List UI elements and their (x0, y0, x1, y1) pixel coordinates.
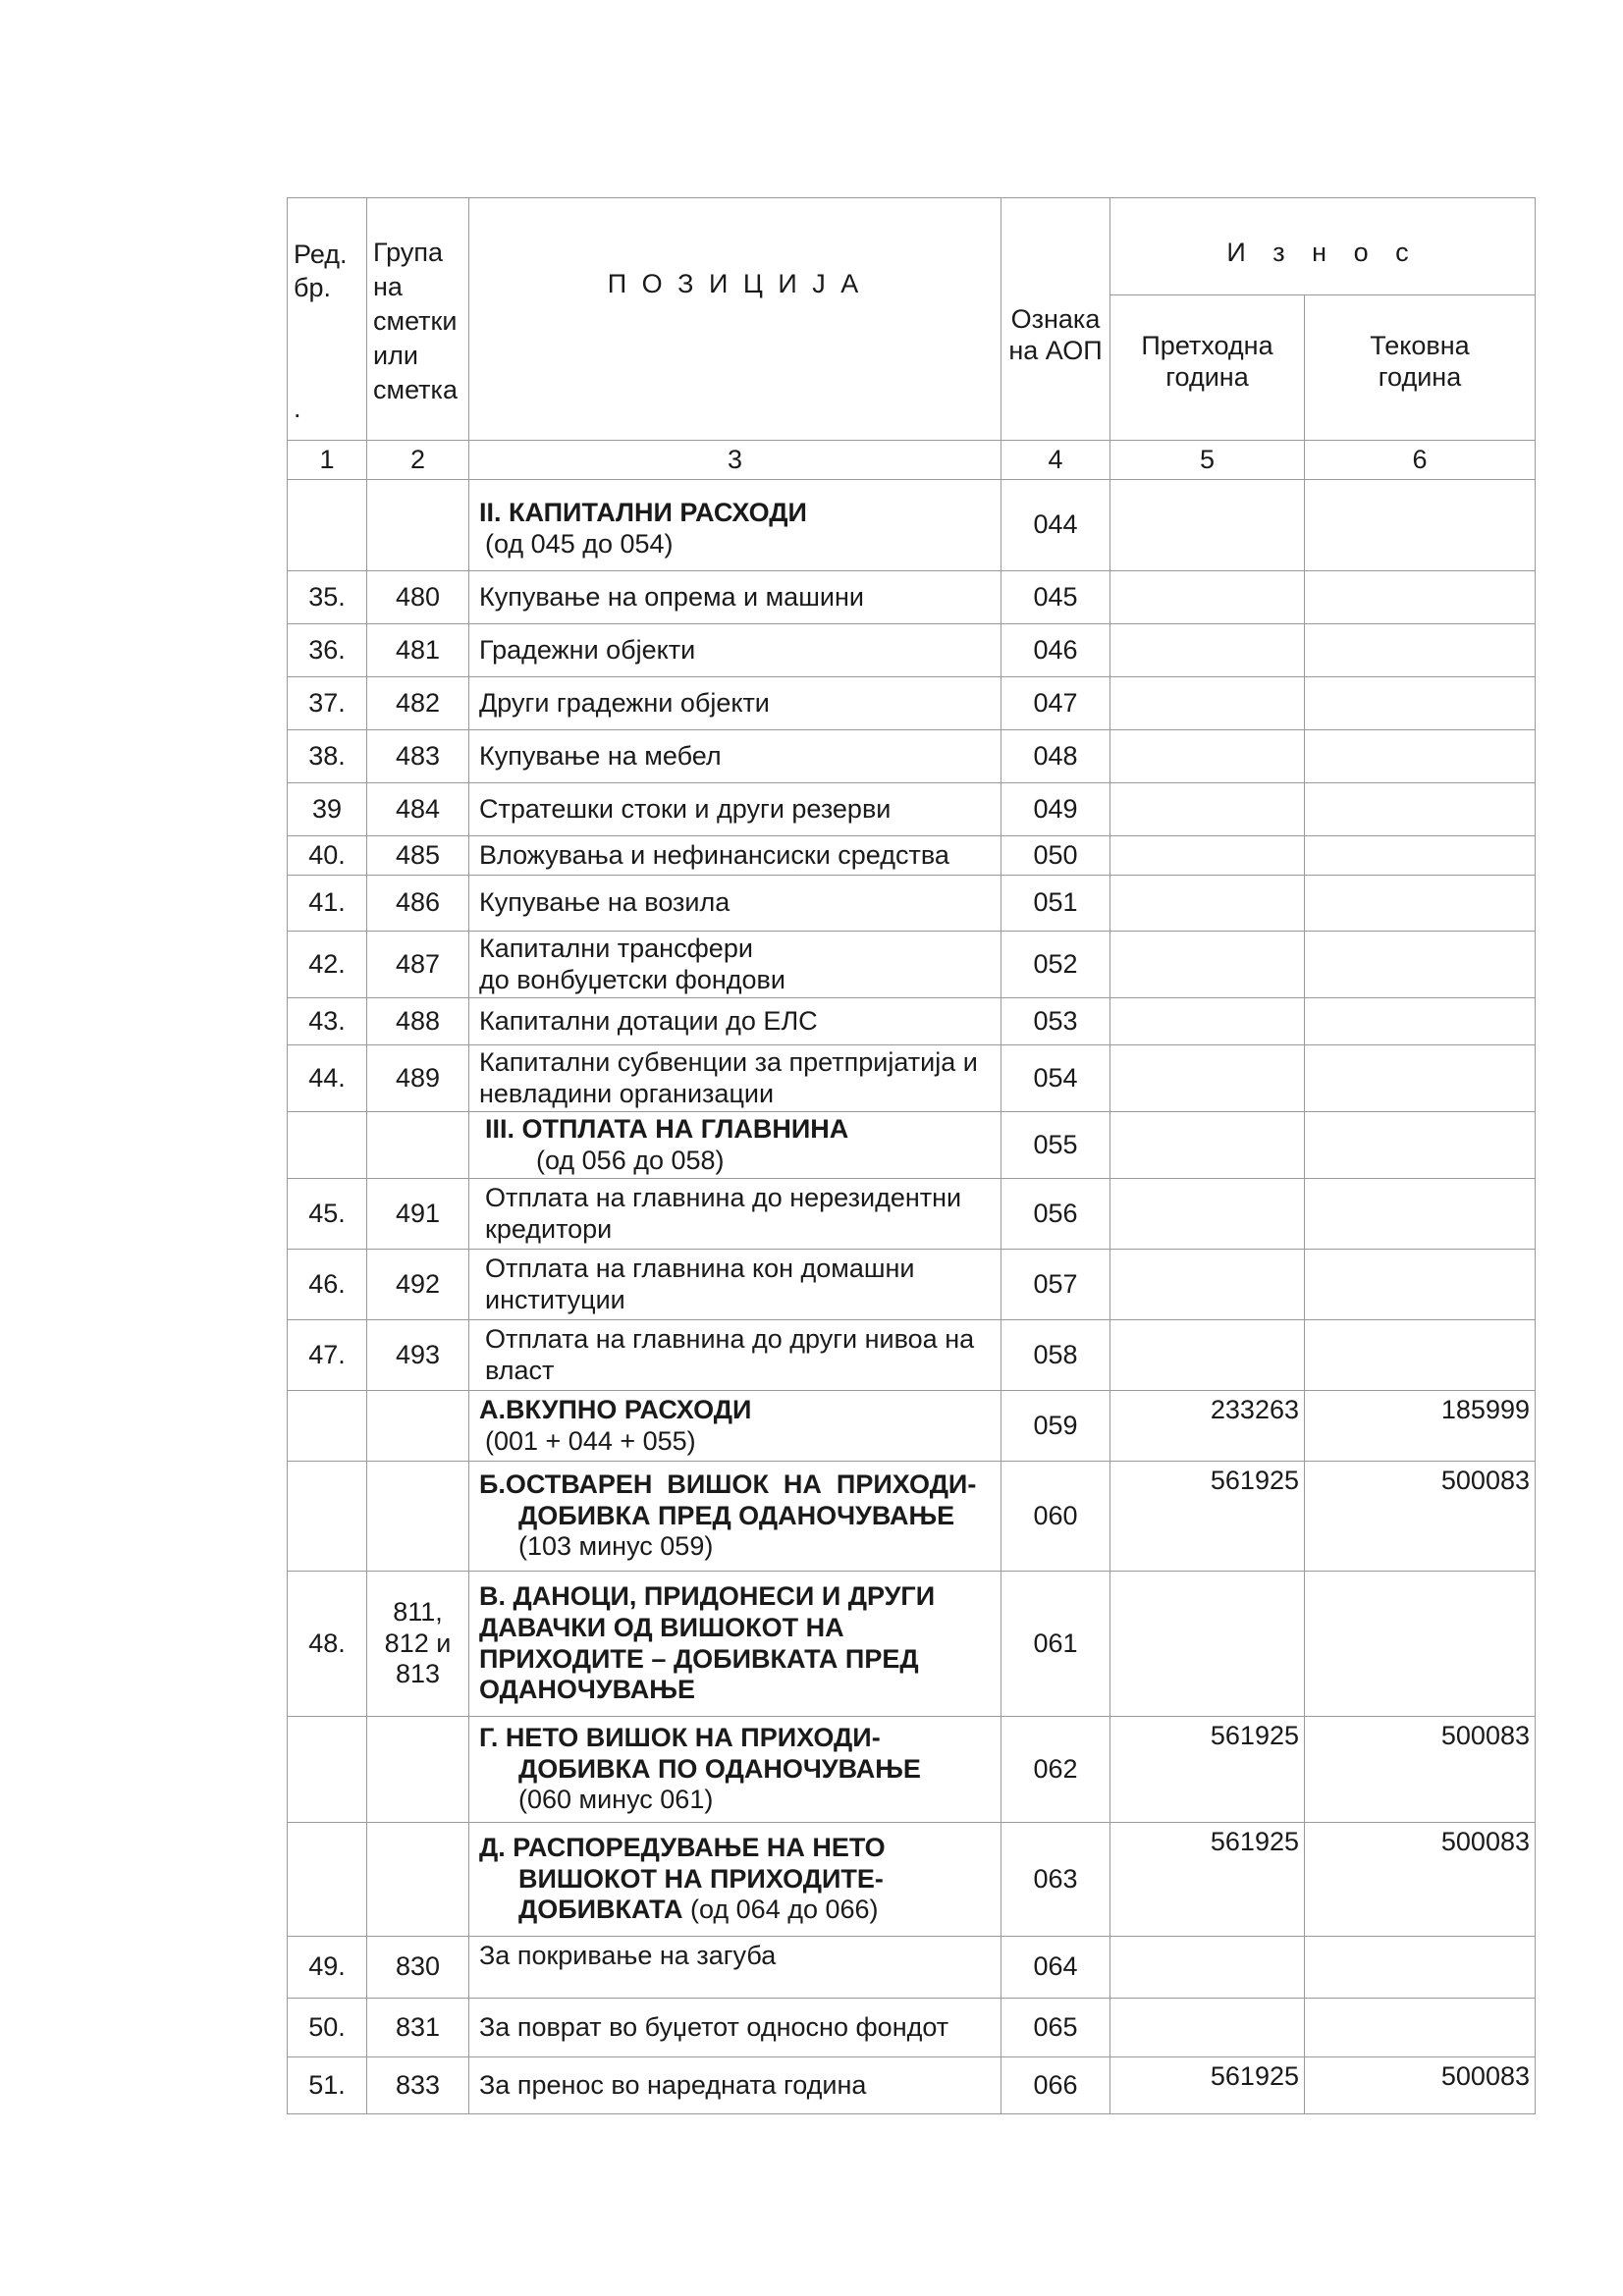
aop-code: 051 (1001, 876, 1110, 932)
row-number (288, 1112, 367, 1179)
position-line: За покривање на загуба (479, 1941, 777, 1970)
table-row (288, 1717, 1536, 1823)
position-cell (469, 783, 1001, 836)
header-account-line5: сметка (373, 375, 458, 405)
current-year-amount: 500083 (1305, 1717, 1536, 1823)
aop-code: 060 (1001, 1462, 1110, 1572)
row-number: 46. (288, 1250, 367, 1320)
header-aop-line1: Ознака (1010, 304, 1101, 334)
account-code: 484 (367, 783, 469, 836)
account-code: 833 (367, 2057, 469, 2114)
aop-code: 046 (1001, 624, 1110, 677)
position-cell (469, 1250, 1001, 1320)
table-row (288, 624, 1536, 677)
position-cell (469, 1937, 1001, 1999)
account-code (367, 1823, 469, 1937)
account-code: 485 (367, 836, 469, 876)
position-line: Капитални дотации до ЕЛС (479, 1005, 818, 1036)
header-row-number (288, 198, 367, 441)
position-cell (469, 836, 1001, 876)
position-line: ОДАНОЧУВАЊЕ (479, 1675, 695, 1705)
position-cell (469, 932, 1001, 998)
current-year-amount (1305, 1320, 1536, 1391)
account-code: 487 (367, 932, 469, 998)
header-current-line2: година (1378, 361, 1462, 392)
table-row (288, 2057, 1536, 2114)
position-cell (469, 1572, 1001, 1717)
position-line: ДОБИВКА ПРЕД ОДАНОЧУВАЊЕ (518, 1500, 955, 1530)
row-number: 43. (288, 998, 367, 1045)
row-number: 36. (288, 624, 367, 677)
aop-code: 057 (1001, 1250, 1110, 1320)
table-row (288, 876, 1536, 932)
previous-year-amount: 561925 (1110, 1462, 1305, 1572)
aop-code: 049 (1001, 783, 1110, 836)
account-code: 492 (367, 1250, 469, 1320)
position-line: ВИШОКОТ НА ПРИХОДИТЕ- (518, 1863, 884, 1894)
position-cell (469, 730, 1001, 783)
aop-code: 050 (1001, 836, 1110, 876)
row-number: 38. (288, 730, 367, 783)
position-line: ПРИХОДИТЕ – ДОБИВКАТА ПРЕД (479, 1643, 919, 1674)
position-line: (060 минус 061) (518, 1785, 714, 1815)
current-year-amount (1305, 1572, 1536, 1717)
position-line: институции (485, 1284, 625, 1314)
table-row (288, 1823, 1536, 1937)
table-row (288, 783, 1536, 836)
current-year-amount: 500083 (1305, 1462, 1536, 1572)
position-line: В. ДАНОЦИ, ПРИДОНЕСИ И ДРУГИ (479, 1580, 936, 1611)
previous-year-amount (1110, 1572, 1305, 1717)
column-number: 6 (1305, 441, 1536, 480)
position-line: Купување на мебел (479, 740, 722, 771)
table-row (288, 836, 1536, 876)
position-cell (469, 1320, 1001, 1391)
account-code: 491 (367, 1179, 469, 1250)
row-number: 44. (288, 1045, 367, 1112)
header-previous-year (1110, 295, 1305, 441)
aop-code: 054 (1001, 1045, 1110, 1112)
column-number: 4 (1001, 441, 1110, 480)
table-row (288, 1937, 1536, 1999)
position-cell (469, 571, 1001, 624)
row-number: 45. (288, 1179, 367, 1250)
row-number: 51. (288, 2057, 367, 2114)
previous-year-amount (1110, 836, 1305, 876)
position-cell (469, 876, 1001, 932)
position-cell (469, 1462, 1001, 1572)
table-row (288, 1320, 1536, 1391)
previous-year-amount (1110, 1320, 1305, 1391)
account-code (367, 1717, 469, 1823)
previous-year-amount: 561925 (1110, 1823, 1305, 1937)
table-row (288, 1250, 1536, 1320)
position-line: (од 045 до 054) (485, 529, 674, 559)
table-row (288, 730, 1536, 783)
account-code: 486 (367, 876, 469, 932)
aop-code: 063 (1001, 1823, 1110, 1937)
current-year-amount (1305, 1999, 1536, 2057)
aop-code: 045 (1001, 571, 1110, 624)
position-line: Отплата на главнина до други нивоа на (485, 1323, 975, 1354)
previous-year-amount (1110, 1045, 1305, 1112)
current-year-amount (1305, 998, 1536, 1045)
current-year-amount (1305, 1937, 1536, 1999)
previous-year-amount: 561925 (1110, 2057, 1305, 2114)
header-row-number-line1: Ред. (294, 240, 348, 269)
header-current-line1: Тековна (1370, 331, 1470, 360)
position-line: Градежни објекти (479, 634, 696, 665)
position-line: III. ОТПЛАТА НА ГЛАВНИНА (485, 1113, 849, 1144)
position-line: ДАВАЧКИ ОД ВИШОКОТ НА (479, 1612, 844, 1642)
position-line: кредитори (485, 1213, 613, 1244)
current-year-amount (1305, 783, 1536, 836)
position-line: (од 056 до 058) (536, 1145, 725, 1175)
previous-year-amount (1110, 1112, 1305, 1179)
table-row (288, 1391, 1536, 1462)
header-account-line2: на (373, 272, 403, 302)
current-year-amount (1305, 1250, 1536, 1320)
account-code: 483 (367, 730, 469, 783)
previous-year-amount (1110, 998, 1305, 1045)
aop-code: 061 (1001, 1572, 1110, 1717)
account-code (367, 1391, 469, 1462)
previous-year-amount (1110, 1250, 1305, 1320)
row-number: 40. (288, 836, 367, 876)
position-line: Купување на опрема и машини (479, 581, 864, 612)
position-line: ДОБИВКАТА (518, 1895, 683, 1925)
position-line: Отплата на главнина до нерезидентни (485, 1182, 962, 1212)
current-year-amount (1305, 677, 1536, 730)
position-cell (469, 480, 1001, 571)
current-year-amount (1305, 571, 1536, 624)
previous-year-amount (1110, 677, 1305, 730)
position-line: ДОБИВКА ПО ОДАНОЧУВАЊЕ (518, 1753, 921, 1784)
header-aop (1001, 198, 1110, 441)
current-year-amount (1305, 1112, 1536, 1179)
account-code: 489 (367, 1045, 469, 1112)
header-account-line3: сметки (373, 306, 458, 337)
aop-code: 059 (1001, 1391, 1110, 1462)
account-code: 481 (367, 624, 469, 677)
row-number: 49. (288, 1937, 367, 1999)
table-row (288, 1462, 1536, 1572)
position-line: Стратешки стоки и други резерви (479, 793, 892, 824)
position-line: Вложувања и нефинансиски средства (479, 839, 949, 870)
aop-code: 047 (1001, 677, 1110, 730)
row-number (288, 1462, 367, 1572)
account-code (367, 1112, 469, 1179)
aop-code: 062 (1001, 1717, 1110, 1823)
position-line: За пренос во наредната година (479, 2069, 867, 2100)
column-number: 3 (469, 441, 1001, 480)
row-number: 47. (288, 1320, 367, 1391)
previous-year-amount: 233263 (1110, 1391, 1305, 1462)
header-row-number-line2: бр. (294, 273, 331, 303)
row-number: 39 (288, 783, 367, 836)
previous-year-amount (1110, 876, 1305, 932)
position-line: (001 + 044 + 055) (485, 1425, 696, 1456)
current-year-amount (1305, 932, 1536, 998)
table-row (288, 1112, 1536, 1179)
row-number: 37. (288, 677, 367, 730)
account-code: 830 (367, 1937, 469, 1999)
aop-code: 048 (1001, 730, 1110, 783)
row-number: 35. (288, 571, 367, 624)
current-year-amount (1305, 480, 1536, 571)
position-cell (469, 998, 1001, 1045)
row-number (288, 480, 367, 571)
aop-code: 058 (1001, 1320, 1110, 1391)
position-cell (469, 1999, 1001, 2057)
aop-code: 055 (1001, 1112, 1110, 1179)
current-year-amount (1305, 624, 1536, 677)
position-cell (469, 1112, 1001, 1179)
previous-year-amount (1110, 932, 1305, 998)
current-year-amount (1305, 836, 1536, 876)
aop-code: 064 (1001, 1937, 1110, 1999)
position-cell (469, 1391, 1001, 1462)
account-code: 482 (367, 677, 469, 730)
row-number (288, 1717, 367, 1823)
position-cell (469, 1717, 1001, 1823)
row-number (288, 1391, 367, 1462)
aop-code: 065 (1001, 1999, 1110, 2057)
aop-code: 056 (1001, 1179, 1110, 1250)
row-number (288, 1823, 367, 1937)
previous-year-amount (1110, 571, 1305, 624)
account-code: 811, 812 и 813 (367, 1572, 469, 1717)
table-row (288, 1572, 1536, 1717)
position-cell (469, 1823, 1001, 1937)
position-line: Капитални субвенции за претпријатија и (479, 1046, 978, 1077)
column-number: 2 (367, 441, 469, 480)
table-row (288, 998, 1536, 1045)
row-number: 48. (288, 1572, 367, 1717)
previous-year-amount (1110, 1179, 1305, 1250)
aop-code: 066 (1001, 2057, 1110, 2114)
row-number: 50. (288, 1999, 367, 2057)
current-year-amount (1305, 1045, 1536, 1112)
previous-year-amount (1110, 1999, 1305, 2057)
table-row (288, 1045, 1536, 1112)
table-row (288, 571, 1536, 624)
table-row (288, 932, 1536, 998)
table-row (288, 677, 1536, 730)
header-account-group (367, 198, 469, 441)
position-line: (103 минус 059) (518, 1531, 714, 1562)
current-year-amount: 185999 (1305, 1391, 1536, 1462)
header-previous-line1: Претходна (1141, 331, 1273, 360)
header-account-line4: или (373, 341, 418, 371)
position-cell (469, 1179, 1001, 1250)
current-year-amount (1305, 1179, 1536, 1250)
header-position (469, 198, 1001, 441)
row-number: 42. (288, 932, 367, 998)
position-line: II. КАПИТАЛНИ РАСХОДИ (479, 498, 807, 528)
header-account-line1: Група (373, 238, 443, 267)
position-line: до вонбуџетски фондови (479, 964, 785, 994)
previous-year-amount (1110, 783, 1305, 836)
header-position-label: П О З И Ц И Ј А (607, 269, 863, 298)
aop-code: 052 (1001, 932, 1110, 998)
position-line: Отплата на главнина кон домашни (485, 1253, 915, 1283)
column-number: 1 (288, 441, 367, 480)
header-row-number-line3: . (294, 394, 301, 424)
position-cell (469, 2057, 1001, 2114)
account-code (367, 480, 469, 571)
header-previous-line2: година (1165, 361, 1249, 392)
position-line: Г. НЕТО ВИШОК НА ПРИХОДИ- (479, 1722, 881, 1752)
financial-report-table (287, 197, 1536, 2114)
position-line: Купување на возила (479, 887, 730, 918)
column-number: 5 (1110, 441, 1305, 480)
aop-code: 044 (1001, 480, 1110, 571)
position-line: власт (485, 1355, 555, 1385)
previous-year-amount (1110, 1937, 1305, 1999)
position-line: невладини организации (479, 1078, 775, 1108)
row-number: 41. (288, 876, 367, 932)
current-year-amount: 500083 (1305, 2057, 1536, 2114)
position-line: А.ВКУПНО РАСХОДИ (479, 1394, 752, 1424)
previous-year-amount (1110, 480, 1305, 571)
aop-code: 053 (1001, 998, 1110, 1045)
account-code: 493 (367, 1320, 469, 1391)
account-code: 831 (367, 1999, 469, 2057)
current-year-amount (1305, 730, 1536, 783)
table-row (288, 1999, 1536, 2057)
current-year-amount: 500083 (1305, 1823, 1536, 1937)
account-code (367, 1462, 469, 1572)
position-cell (469, 624, 1001, 677)
header-amount (1110, 198, 1536, 295)
previous-year-amount (1110, 624, 1305, 677)
column-number-row (288, 441, 1536, 480)
position-line: Б.ОСТВАРЕН ВИШОК НА ПРИХОДИ- (479, 1468, 977, 1499)
header-amount-label: И з н о с (1226, 238, 1419, 267)
header-current-year (1305, 295, 1536, 441)
position-line: Капитални трансфери (479, 933, 753, 963)
table-row (288, 480, 1536, 571)
position-line: Други градежни објекти (479, 687, 770, 718)
previous-year-amount: 561925 (1110, 1717, 1305, 1823)
position-line: (од 064 до 066) (690, 1895, 879, 1925)
account-code: 488 (367, 998, 469, 1045)
previous-year-amount (1110, 730, 1305, 783)
position-line: Д. РАСПОРЕДУВАЊЕ НА НЕТО (479, 1832, 886, 1862)
header-aop-line2: на АОП (1008, 335, 1103, 365)
position-cell (469, 1045, 1001, 1112)
position-line: За поврат во буџетот односно фондот (479, 2011, 949, 2042)
current-year-amount (1305, 876, 1536, 932)
position-cell (469, 677, 1001, 730)
account-code: 480 (367, 571, 469, 624)
table-row (288, 1179, 1536, 1250)
